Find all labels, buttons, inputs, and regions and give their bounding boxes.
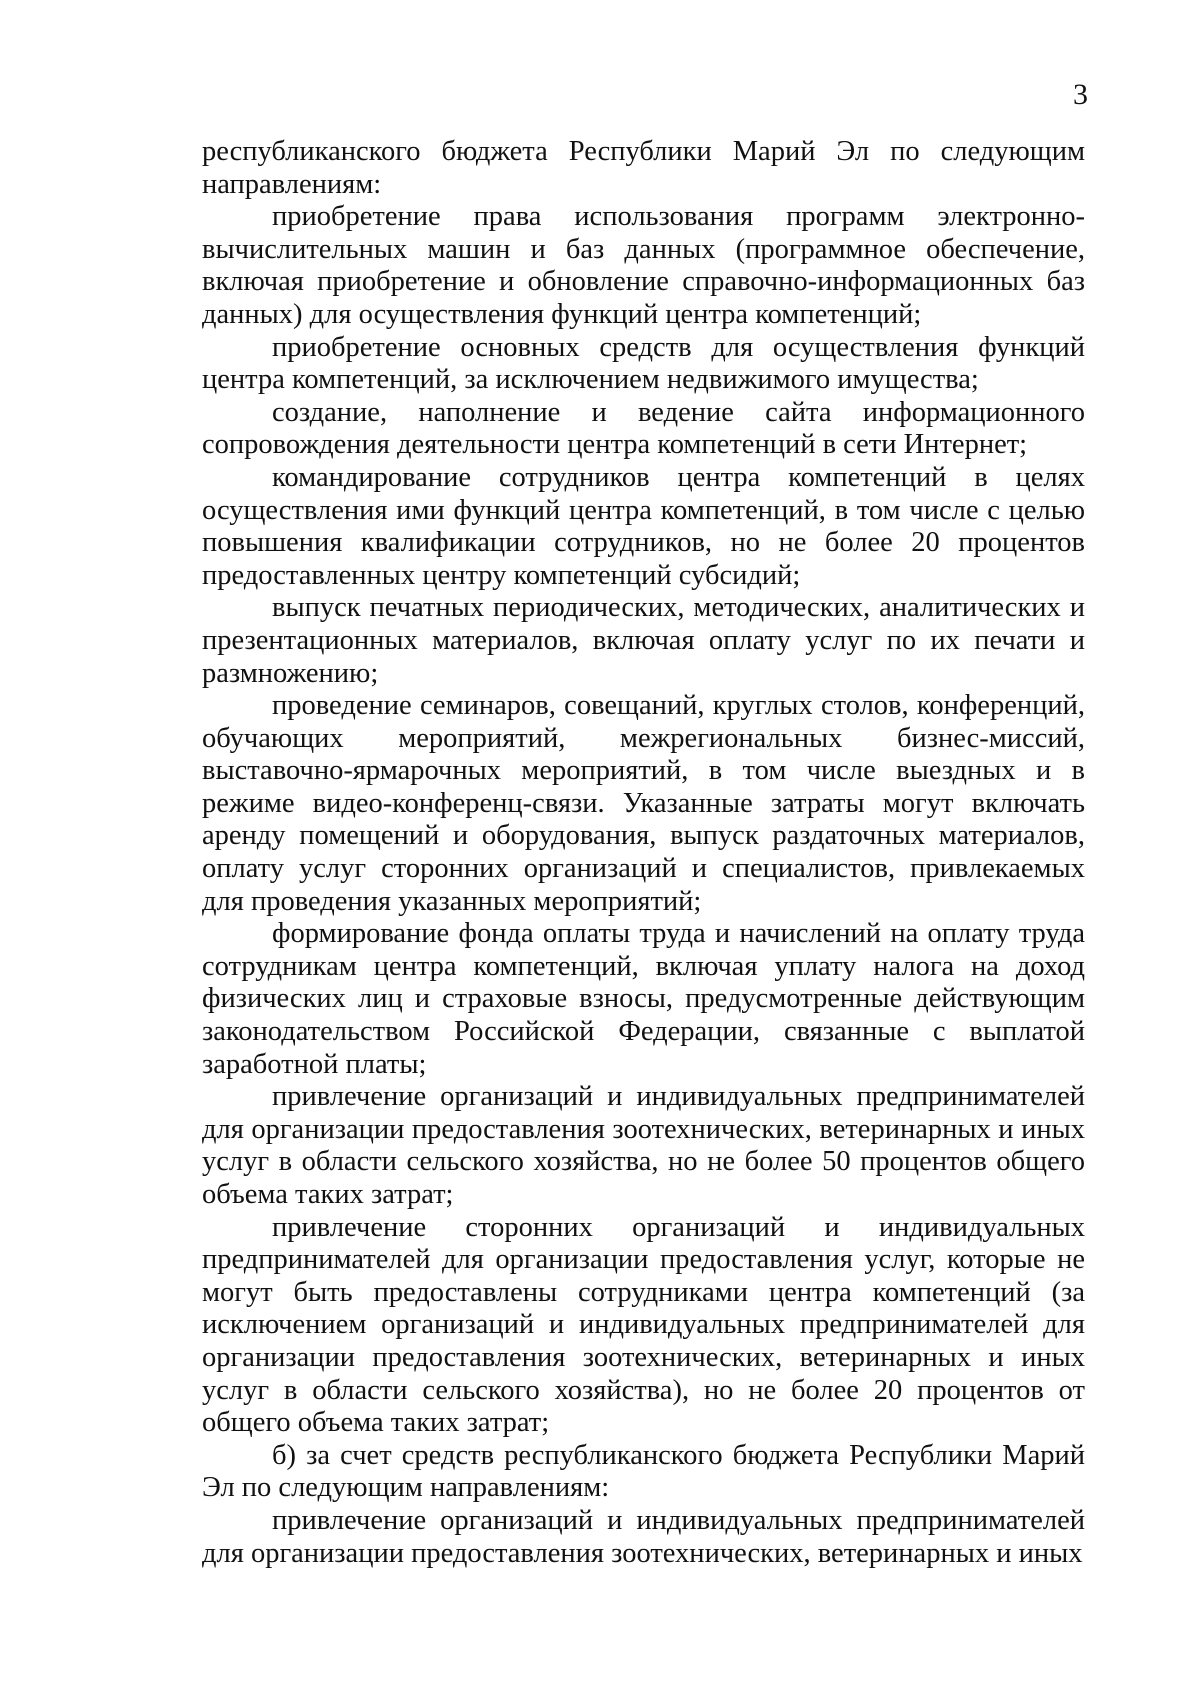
paragraph-website: создание, наполнение и ведение сайта информационного сопровождения деятельности центра компетенций в сети Интернет; [202, 396, 1085, 461]
paragraph-third-party-services: привлечение сторонних организаций и индивидуальных предпринимателей для организации предоставления услуг, которые не могут быть предоставлены сотрудниками центра компетенций (за исключением организаций и индивидуальных предпринимателей для организации предоставления зоотехнических, ветеринарных и иных услуг в области сельского хозяйства), но не более 20 процентов от общего объема таких затрат; [202, 1211, 1085, 1439]
page-number: 3 [1073, 78, 1088, 111]
paragraph-software-rights: приобретение права использования программ электронно-вычислительных машин и баз данных (программное обеспечение, включая приобретение и обновление справочно-информационных баз данных) для осуществления функций центра компетенций; [202, 201, 1085, 330]
paragraph-item-b: б) за счет средств республиканского бюджета Республики Марий Эл по следующим направлениям: [202, 1439, 1085, 1504]
paragraph-zootechnical-services: привлечение организаций и индивидуальных предпринимателей для организации предоставления зоотехнических, ветеринарных и иных услуг в области сельского хозяйства, но не более 50 процентов общего объема таких затрат; [202, 1081, 1085, 1210]
paragraph-printed-materials: выпуск печатных периодических, методических, аналитических и презентационных материалов, включая оплату услуг по их печати и размножению; [202, 592, 1085, 689]
paragraph-intro-continuation: республиканского бюджета Республики Марий Эл по следующим направлениям: [202, 136, 1085, 200]
paragraph-events: проведение семинаров, совещаний, круглых столов, конференций, обучающих мероприятий, межрегиональных бизнес-миссий, выставочно-ярмарочных мероприятий, в том числе выездных и в режиме видео-конференц-связи. Указанные затраты могут включать аренду помещений и оборудования, выпуск раздаточных материалов, оплату услуг сторонних организаций и специалистов, привлекаемых для проведения указанных мероприятий; [202, 690, 1085, 917]
paragraph-business-trips: командирование сотрудников центра компетенций в целях осуществления ими функций центра компетенций, в том числе с целью повышения квалификации сотрудников, но не более 20 процентов предоставленных центру компетенций субсидий; [202, 461, 1085, 591]
paragraph-payroll: формирование фонда оплаты труда и начислений на оплату труда сотрудникам центра компетенций, включая уплату налога на доход физических лиц и страховые взносы, предусмотренные действующим законодательством Российской Федерации, связанные с выплатой заработной платы; [202, 918, 1085, 1080]
document-body [202, 136, 1085, 1570]
paragraph-fixed-assets: приобретение основных средств для осуществления функций центра компетенций, за исключением недвижимого имущества; [202, 331, 1085, 396]
paragraph-zootechnical-services-b: привлечение организаций и индивидуальных предпринимателей для организации предоставления зоотехнических, ветеринарных и иных [202, 1504, 1085, 1569]
